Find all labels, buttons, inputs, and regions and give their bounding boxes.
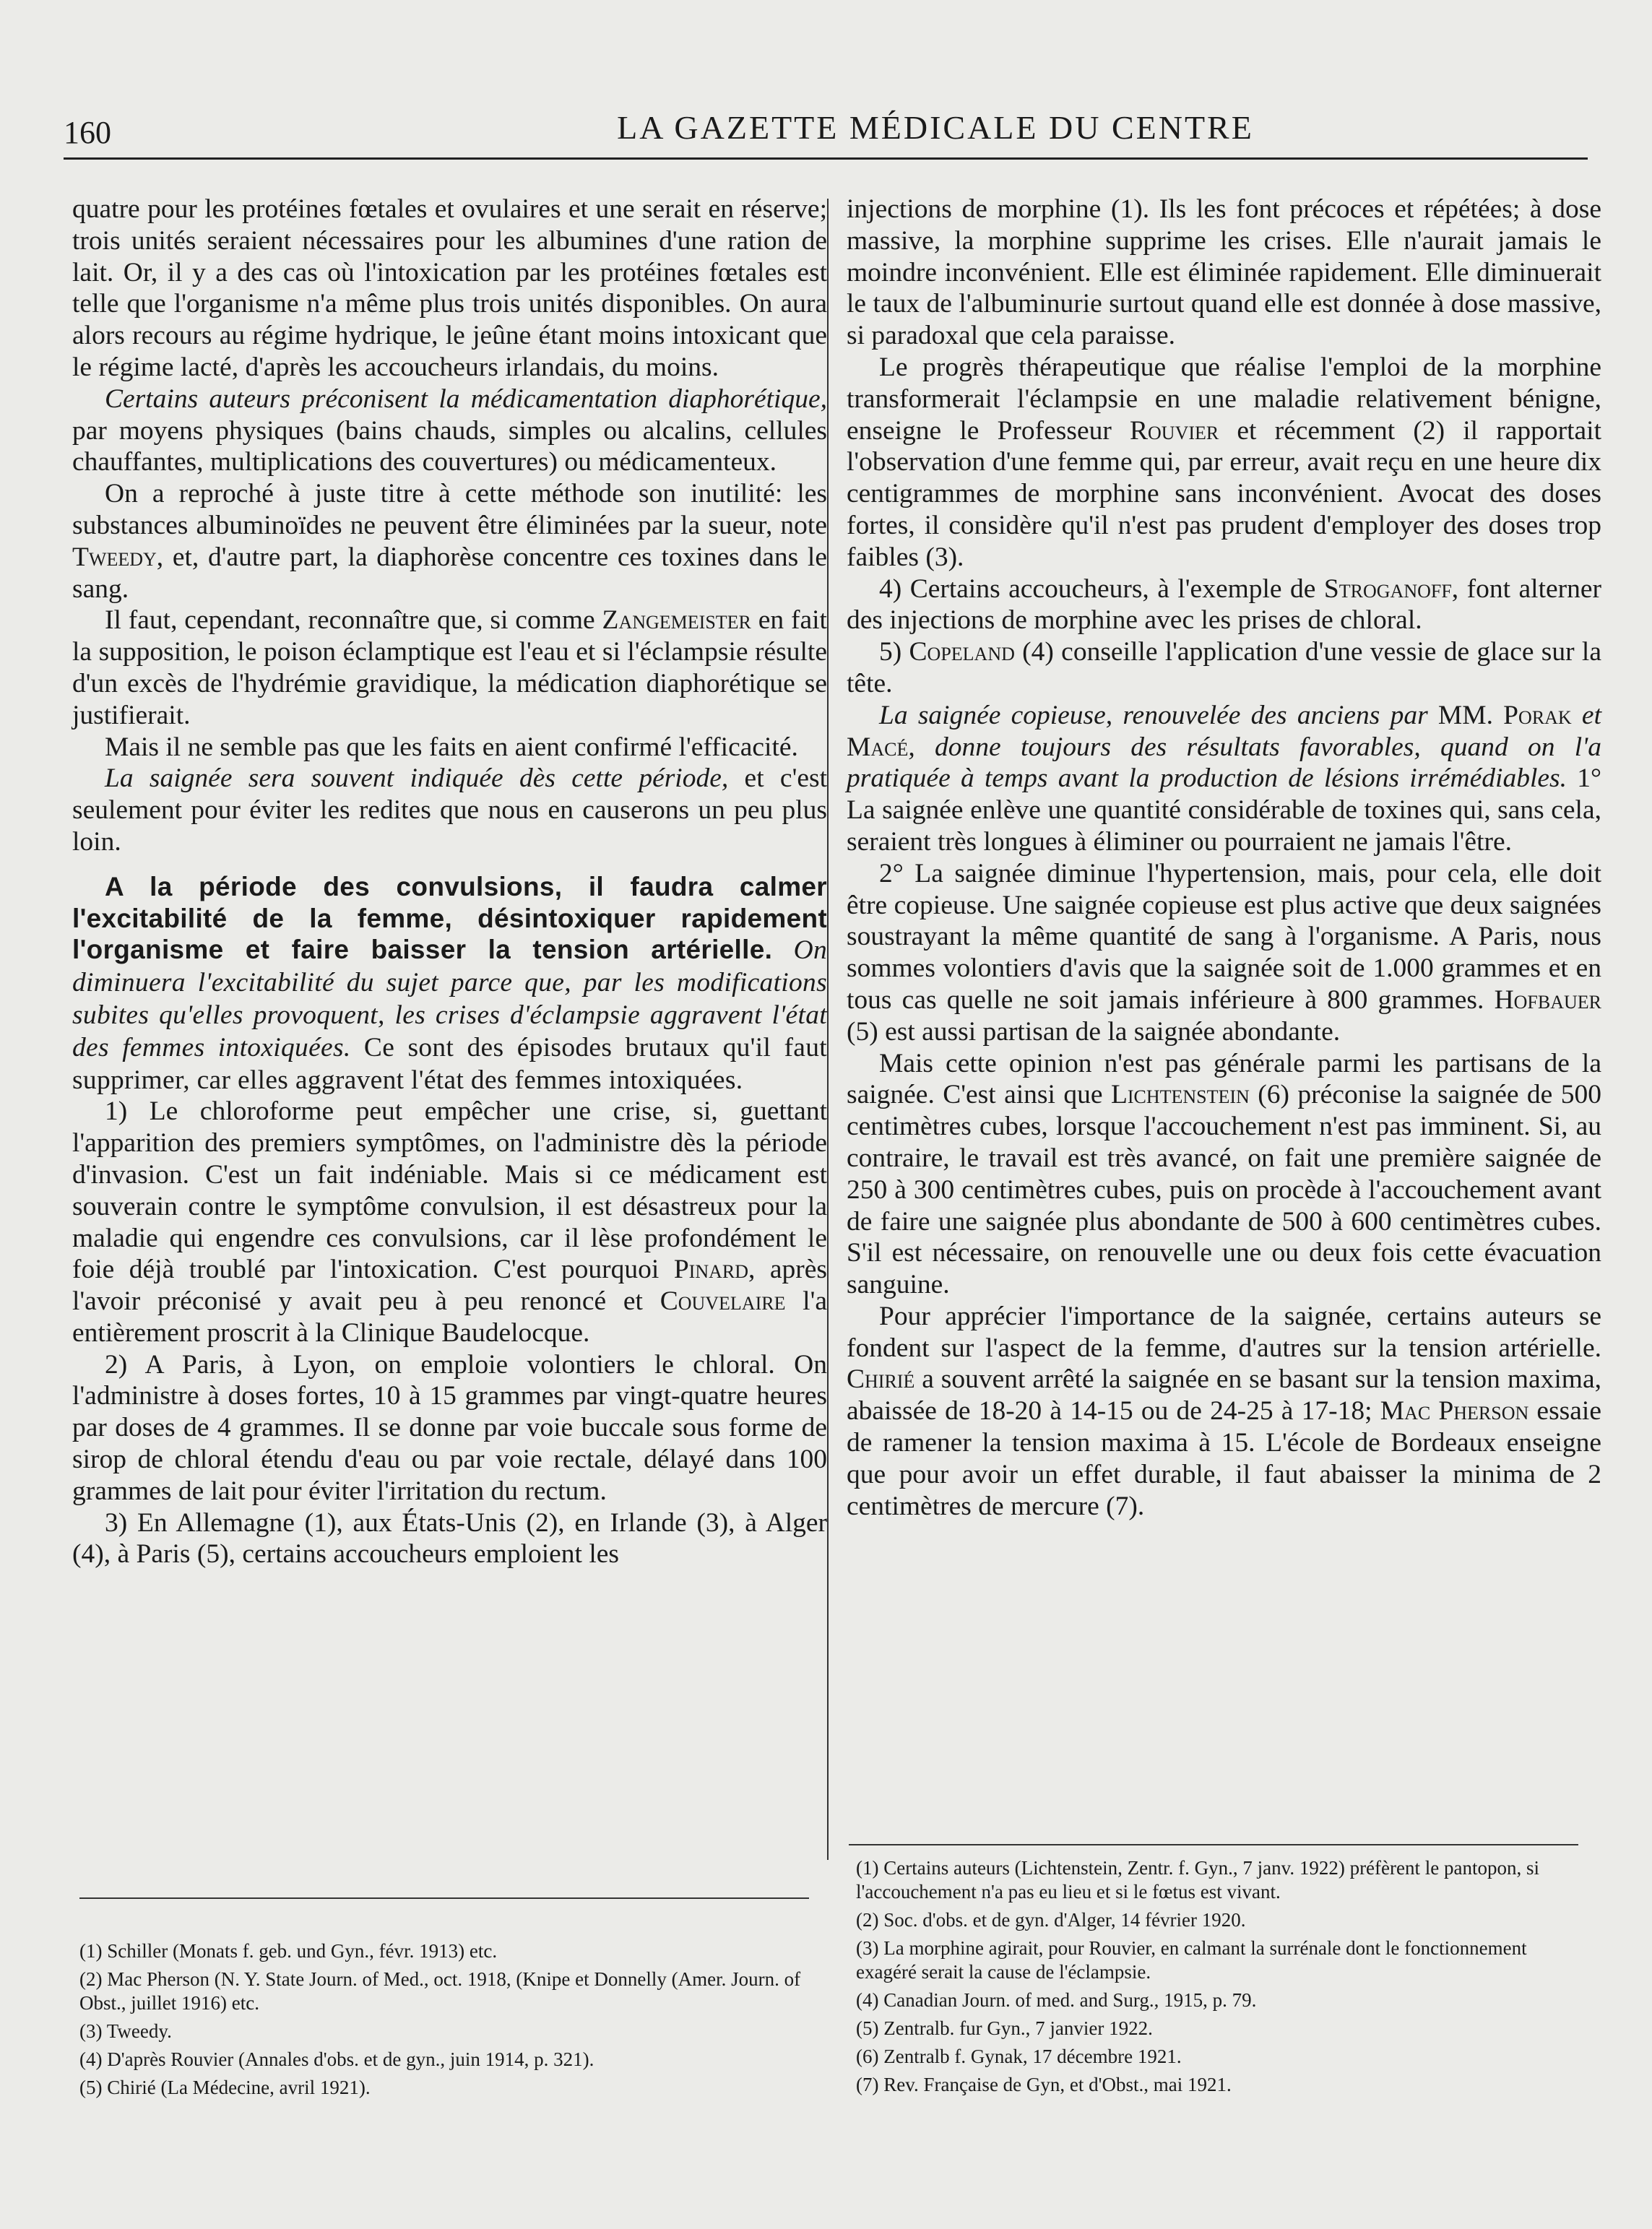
right-column	[847, 194, 1601, 1522]
page-number: 160	[64, 115, 111, 150]
footnote: (7) Rev. Française de Gyn, et d'Obst., mai 1921.	[856, 2074, 1232, 2095]
paragraph: quatre pour les protéines fœtales et ovulaires et une serait en réserve; trois unités seraient nécessaires pour les albumines d'une ration de lait. Or, il y a des cas où l'intoxication par les protéines fœtales est telle que l'organisme n'a même plus trois unités disponibles. On aura alors recours au régime hydrique, le jeûne étant moins intoxicant que le régime lacté, d'après les accoucheurs irlandais, du moins.	[72, 194, 827, 382]
footnote: (5) Zentralb. fur Gyn., 7 janvier 1922.	[856, 2017, 1153, 2039]
footnote-rule-left	[79, 1897, 809, 1899]
footnote: (2) Mac Pherson (N. Y. State Journ. of Med., oct. 1918, (Knipe et Donnelly (Amer. Journ. of Obst., juillet 1916) etc.	[79, 1968, 801, 2014]
footnote: (3) Tweedy.	[79, 2020, 172, 2042]
paragraph: 1) Le chloroforme peut empêcher une crise, si, guettant l'apparition des premiers symptômes, on l'administre dès la période d'invasion. C'est un fait indéniable. Mais si ce médicament est souverain contre le symptôme convulsion, il est désastreux pour la maladie qui engendre ces convulsions, car il lèse profondément le foie déjà troublé par l'intoxication. C'est pourquoi Pinard, après l'avoir préconisé y avait peu à peu renoncé et Couvelaire l'a entièrement proscrit à la Clinique Baudelocque.	[72, 1096, 828, 1348]
column-rule	[827, 199, 829, 1860]
paragraph: 2° La saignée diminue l'hypertension, mais, pour cela, elle doit être copieuse. Une saignée copieuse est plus active que deux saignées soustrayant la même quantité de sang à l'organisme. A Paris, nous sommes volontiers d'avis que la saignée soit de 1.000 grammes et en tous cas quelle ne soit jamais inférieure à 800 grammes. Hofbauer (5) est aussi partisan de la saignée abondante.	[847, 858, 1601, 1047]
footnotes-right	[856, 1856, 1586, 2101]
paragraph: 5) Copeland (4) conseille l'application d'une vessie de glace sur la tête.	[847, 637, 1601, 698]
footnote: (5) Chirié (La Médecine, avril 1921).	[79, 2077, 371, 2098]
paragraph: Pour apprécier l'importance de la saignée, certains auteurs se fondent sur l'aspect de la femme, d'autres sur la tension artérielle. Chirié a souvent arrêté la saignée en se basant sur la tension maxima, abaissée de 18-20 à 14-15 ou de 24-25 à 17-18; Mac Pherson essaie de ramener la tension maxima à 15. L'école de Bordeaux enseigne que pour avoir un effet durable, il faut abaisser la minima de 2 centimètres de mercure (7).	[847, 1301, 1601, 1521]
paragraph: injections de morphine (1). Ils les font précoces et répétées; à dose massive, la morphine supprime les crises. Elle n'aurait jamais le moindre inconvénient. Elle est éliminée rapidement. Elle diminuerait le taux de l'albuminurie surtout quand elle est donnée à dose massive, si paradoxal que cela paraisse.	[847, 194, 1601, 351]
footnote: (4) D'après Rouvier (Annales d'obs. et de gyn., juin 1914, p. 321).	[79, 2048, 594, 2070]
paragraph: Il faut, cependant, reconnaître que, si comme Zangemeister en fait la supposition, le poison éclamptique est l'eau et si l'éclampsie résulte d'un excès de l'hydrémie gravidique, la médication diaphorétique se justifierait.	[72, 605, 827, 730]
section-lead: A la période des convulsions, il faudra calmer l'excitabilité de la femme, désintoxiquer rapidement l'organisme et faire baisser la tension artérielle. On diminuera l'excitabilité du sujet parce que, par les modifications subites qu'elles provoquent, les crises d'éclampsie aggravent l'état des femmes intoxiquées. Ce sont des épisodes brutaux qu'il faut supprimer, car elles aggravent l'état des femmes intoxiquées.	[72, 871, 828, 1095]
paragraph: Certains auteurs préconisent la médicamentation diaphorétique, par moyens physiques (bains chauds, simples ou alcalins, cellules chauffantes, multiplications des couvertures) ou médicamenteux.	[72, 384, 827, 477]
footnote: (3) La morphine agirait, pour Rouvier, en calmant la surrénale dont le fonctionnement exagéré serait la cause de l'éclampsie.	[856, 1937, 1527, 1983]
paragraph: 2) A Paris, à Lyon, on emploie volontiers le chloral. On l'administre à doses fortes, 10 à 15 grammes par vingt-quatre heures par doses de 4 grammes. Il se donne par voie buccale sous forme de sirop de chloral étendu d'eau ou par voie rectale, délayé dans 100 grammes de lait pour éviter l'irritation du rectum.	[72, 1349, 827, 1506]
footnote: (1) Schiller (Monats f. geb. und Gyn., févr. 1913) etc.	[79, 1940, 498, 1962]
footnote: (1) Certains auteurs (Lichtenstein, Zentr. f. Gyn., 7 janv. 1922) préfèrent le pantopon, si l'accouchement n'a pas eu lieu et si le fœtus est vivant.	[856, 1857, 1539, 1903]
footnote: (4) Canadian Journ. of med. and Surg., 1915, p. 79.	[856, 1989, 1257, 2011]
footnote: (2) Soc. d'obs. et de gyn. d'Alger, 14 février 1920.	[856, 1909, 1246, 1931]
paragraph: La saignée copieuse, renouvelée des anciens par MM. Porak et Macé, donne toujours des résultats favorables, quand on l'a pratiquée à temps avant la production de lésions irrémédiables. 1° La saignée enlève une quantité considérable de toxines qui, sans cela, seraient très longues à éliminer ou pourraient ne jamais l'être.	[847, 700, 1601, 857]
running-head: LA GAZETTE MÉDICALE DU CENTRE	[617, 109, 1254, 146]
paragraph: 3) En Allemagne (1), aux États-Unis (2), en Irlande (3), à Alger (4), à Paris (5), certains accoucheurs emploient les	[72, 1507, 827, 1570]
paragraph: Mais il ne semble pas que les faits en aient confirmé l'efficacité.	[105, 732, 798, 762]
paragraph: Le progrès thérapeutique que réalise l'emploi de la morphine transformerait l'éclampsie en une maladie relativement bénigne, enseigne le Professeur Rouvier et récemment (2) il rapportait l'observation d'une femme qui, par erreur, avait reçu en une heure dix centigrammes de morphine sans inconvénient. Avocat des doses fortes, il considère qu'il n'est pas prudent d'employer des doses trop faibles (3).	[847, 352, 1601, 572]
footnote: (6) Zentralb f. Gynak, 17 décembre 1921.	[856, 2046, 1182, 2067]
header-rule	[64, 157, 1588, 160]
paragraph: Mais cette opinion n'est pas générale parmi les partisans de la saignée. C'est ainsi que Lichtenstein (6) préconise la saignée de 500 centimètres cubes, lorsque l'accouchement n'est pas imminent. Si, au contraire, le travail est très avancé, on fait une première saignée de 250 à 300 centimètres cubes, puis on procède à l'accouchement avant de faire une saignée plus abondante de 500 à 600 centimètres cubes. S'il est nécessaire, on renouvelle une ou deux fois cette évacuation sanguine.	[847, 1048, 1602, 1300]
paragraph: 4) Certains accoucheurs, à l'exemple de Stroganoff, font alterner des injections de morphine avec les prises de chloral.	[847, 574, 1601, 636]
footnotes-left	[79, 1939, 823, 2104]
paragraph: On a reproché à juste titre à cette méthode son inutilité: les substances albuminoïdes ne peuvent être éliminées par la sueur, note Tweedy, et, d'autre part, la diaphorèse concentre ces toxines dans le sang.	[72, 479, 827, 604]
footnote-rule-right	[849, 1844, 1578, 1845]
paragraph: La saignée sera souvent indiquée dès cette période, et c'est seulement pour éviter les redites que nous en causerons un peu plus loin.	[72, 763, 827, 857]
left-column	[72, 194, 827, 1570]
